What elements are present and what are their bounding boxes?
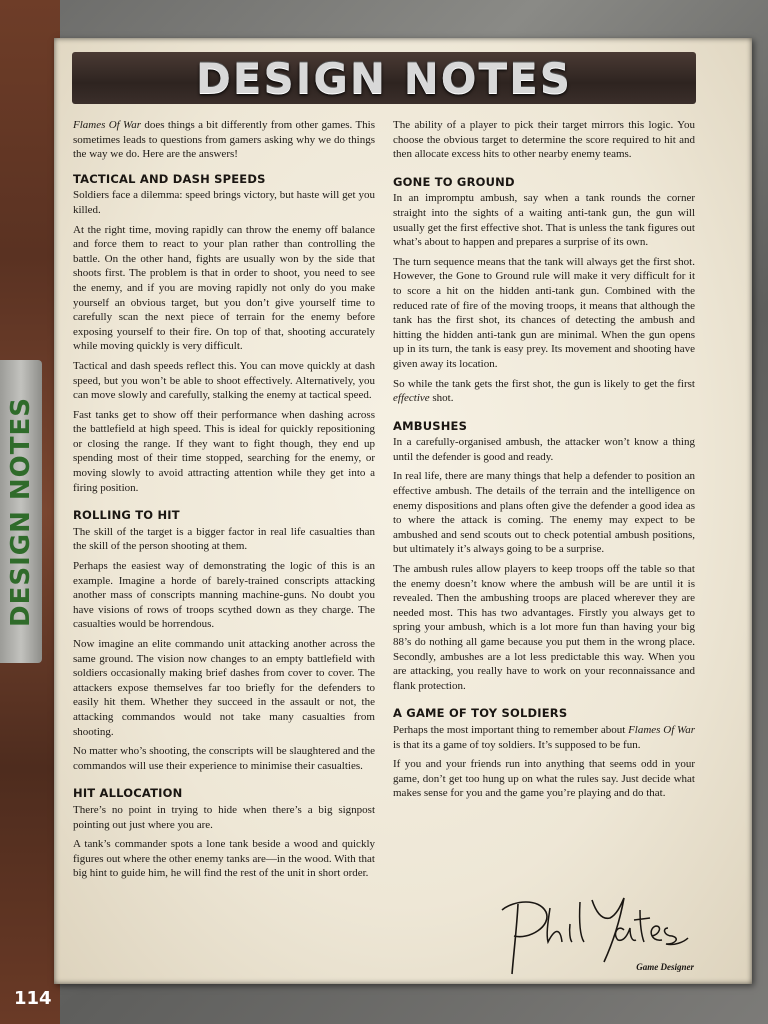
paragraph: In a carefully-organised ambush, the attacker won’t know a thing until the defender is good and ready. (393, 436, 695, 463)
side-tab (0, 360, 42, 663)
section-heading: AMBUSHES (393, 418, 468, 433)
section-heading: GONE TO GROUND (393, 174, 515, 189)
paragraph: If you and your friends run into anything that seems odd in your game, don’t get too hung up on what the rules say. Just decide what makes sense for you and the game you’re playing and do that. (393, 758, 695, 800)
paragraph: The turn sequence means that the tank will always get the first shot. However, the Gone to Ground rule will make it very difficult for it to score a hit on the hidden anti-tank gun. Combined with the reduced rate of fire of the moving troops, it means that although the tank has the first shot, its chances of detecting the ambush and hitting the hidden anti-tank gun are minimal. When the gun opens up in its turn, the tank is easy prey. Its movement and shooting have given away its location. (393, 255, 695, 370)
paragraph: The ambush rules allow players to keep troops off the table so that the enemy doesn’t know where the ambush will be are until it is revealed. Then the ambushing troops are placed wherever they are needed most. This has two advantages. Firstly you always get to spring your ambush, which is a lot more fun than having your big 88’s do nothing all game because you put them in the wrong place. Secondly, ambushes are a lot less predictable this way. When you are attacking, you really have to work on your reconnaissance and flank protection. (393, 563, 695, 692)
page-number: 114 (14, 988, 52, 1009)
left-column (73, 118, 375, 886)
side-tab-label: DESIGN NOTES (6, 396, 37, 627)
paragraph: At the right time, moving rapidly can throw the enemy off balance and force them to react to your plan rather than controlling the battle. On the other hand, fights are usually won by the side that shoots first. The problem is that in order to shoot, you need to see the enemy, and if you are moving rapidly not only do you make yourself an obvious target, but you don’t give yourself time to carefully scan the next piece of terrain for the enemy before exposing yourself to their fire. On top of that, shooting accurately while moving quickly is very difficult. (73, 223, 375, 353)
text-run: So while the tank gets the first shot, the gun is likely to get the first (393, 377, 695, 390)
section-heading: TACTICAL AND DASH SPEEDS (73, 171, 266, 186)
paragraph: In an impromptu ambush, say when a tank rounds the corner straight into the sights of a waiting anti-tank gun, the gun will usually get the first effective shot. That is unless the tank figures out what’s about to happen and prepares a surprise of its own. (393, 192, 695, 249)
paragraph: Perhaps the easiest way of demonstrating the logic of this is an example. Imagine a horde of barely-trained conscripts attacking another mass of conscripts manning machine-guns. No doubt you have visions of rows of troops scythed down as they charge. The casualties would be horrendous. (73, 560, 375, 631)
intro-game-title: Flames Of War (73, 119, 141, 131)
intro-text: does things a bit differently from other games. This sometimes leads to questions from gamers asking why we do things the way we do. Here are the answers! (73, 119, 375, 161)
section-heading: A GAME OF TOY SOLDIERS (393, 706, 568, 721)
signature-title: Game Designer (636, 962, 694, 972)
right-column (393, 118, 695, 806)
text-run: is that its a game of toy soldiers. It’s supposed to be fun. (393, 738, 641, 751)
text-run: shot. (429, 392, 454, 405)
emphasis-text: effective (393, 392, 430, 405)
paragraph: Soldiers face a dilemma: speed brings victory, but haste will get you killed. (73, 189, 375, 216)
paragraph: There’s no point in trying to hide when there’s a big signpost pointing out just where you are. (73, 803, 375, 831)
paragraph: Now imagine an elite commando unit attacking another across the same ground. The vision now changes to an empty battlefield with soldiers occasionally making brief dashes from cover to cover. The attackers expose themselves far too briefly for the defenders to easily hit them. Whether they succeed in the assault or not, the attacking commandos would not take many casualties from shooting. (73, 638, 375, 738)
page (54, 38, 752, 984)
header-banner (72, 52, 696, 104)
text-run: Perhaps the most important thing to remember about (393, 723, 629, 736)
page-title: DESIGN NOTES (195, 53, 573, 103)
section-heading: HIT ALLOCATION (73, 786, 183, 801)
paragraph: Fast tanks get to show off their performance when dashing across the battlefield at high speed. This is ideal for quickly repositioning or closing the range. If they want to fight though, they end up spending most of their time stopped, searching for the enemy, or moving slowly to avoid attracting attention while they get into a firing position. (73, 408, 375, 494)
paragraph: No matter who’s shooting, the conscripts will be slaughtered and the commandos will use their experience to minimise their casualties. (73, 745, 375, 772)
paragraph: The ability of a player to pick their target mirrors this logic. You choose the obvious target to determine the score required to hit and then allocate excess hits to other nearby enemy teams. (393, 119, 695, 161)
paragraph: In real life, there are many things that help a defender to position an effective ambush. The details of the terrain and the intelligence on enemy dispositions and plans often give the defender a good idea as to where the attack is coming. The enemy may expect to be ambushed and send scouts out to check potential ambush positions, but ultimately it’s always going to be a surprise. (393, 470, 695, 556)
intro-paragraph (73, 118, 375, 162)
paragraph: The skill of the target is a bigger factor in real life casualties than the skill of the person shooting at them. (73, 525, 375, 553)
paragraph (393, 377, 695, 406)
paragraph: A tank’s commander spots a lone tank beside a wood and quickly figures out where the other enemy tanks are—in the wood. With that big hint to guide him, he will find the rest of the unit in short order. (73, 838, 375, 880)
paragraph: Tactical and dash speeds reflect this. You can move quickly at dash speed, but you won’t be able to shoot effectively. Alternatively, you can move slowly and carefully, stalking the enemy at tactical speed. (73, 359, 375, 402)
game-title-italic: Flames Of War (628, 723, 695, 736)
section-heading: ROLLING TO HIT (73, 508, 180, 523)
paragraph (393, 723, 695, 752)
